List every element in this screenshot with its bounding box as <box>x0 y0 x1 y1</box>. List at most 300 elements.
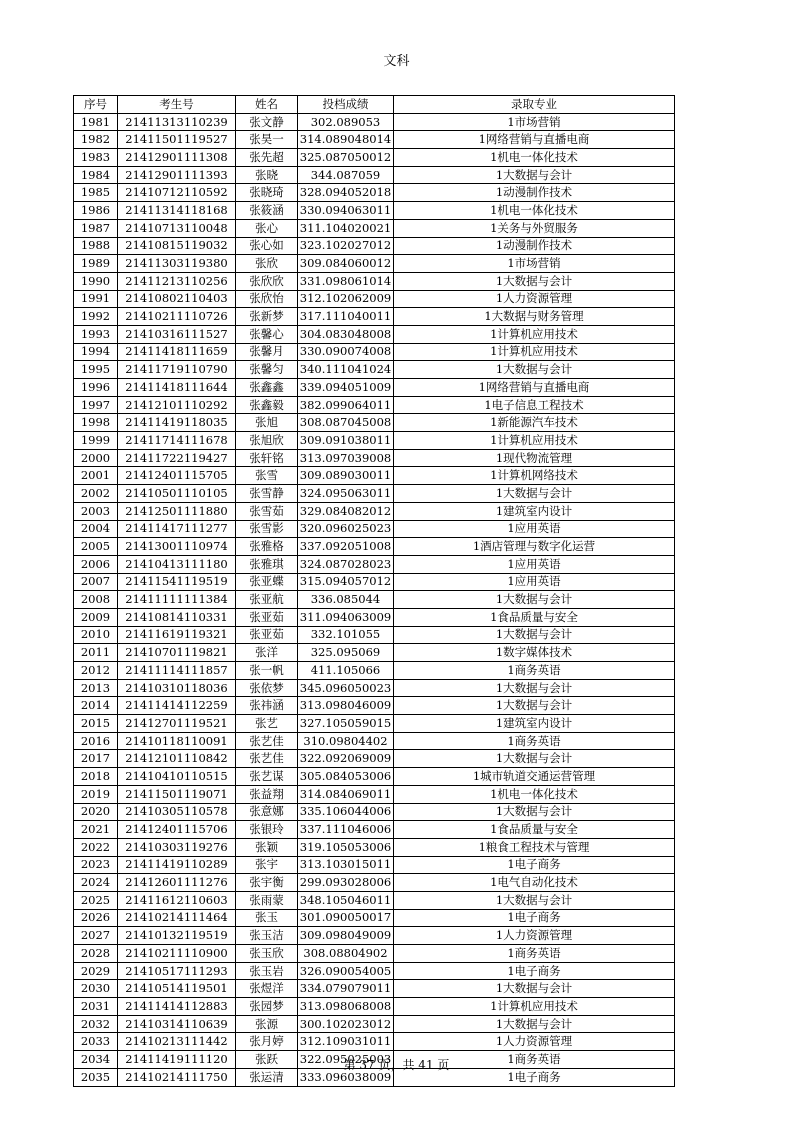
cell-name: 张亚蝶 <box>236 573 298 591</box>
cell-major: 1数字媒体技术 <box>394 644 675 662</box>
table-row <box>74 679 675 697</box>
cell-major: 1商务英语 <box>394 732 675 750</box>
cell-exam-id: 21410132119519 <box>118 927 236 945</box>
cell-name: 张艺佳 <box>236 732 298 750</box>
cell-index: 2007 <box>74 573 118 591</box>
table-row <box>74 768 675 786</box>
cell-score: 322.092069009 <box>298 750 394 768</box>
cell-index: 2010 <box>74 626 118 644</box>
cell-score: 313.098068008 <box>298 998 394 1016</box>
cell-score: 308.08804902 <box>298 945 394 963</box>
cell-name: 张洋 <box>236 644 298 662</box>
cell-score: 322.095025003 <box>298 1051 394 1069</box>
cell-name: 张亚茹 <box>236 626 298 644</box>
cell-index: 2017 <box>74 750 118 768</box>
cell-index: 2028 <box>74 945 118 963</box>
cell-index: 2005 <box>74 538 118 556</box>
cell-name: 张玉岩 <box>236 962 298 980</box>
table-row <box>74 891 675 909</box>
cell-index: 1988 <box>74 237 118 255</box>
cell-major: 1网络营销与直播电商 <box>394 379 675 397</box>
cell-name: 张鑫鑫 <box>236 379 298 397</box>
cell-score: 311.104020021 <box>298 219 394 237</box>
cell-exam-id: 21410310118036 <box>118 679 236 697</box>
table-row <box>74 662 675 680</box>
cell-index: 1986 <box>74 202 118 220</box>
cell-score: 344.087059 <box>298 166 394 184</box>
cell-index: 1985 <box>74 184 118 202</box>
cell-exam-id: 21411419111120 <box>118 1051 236 1069</box>
cell-score: 324.095063011 <box>298 485 394 503</box>
cell-index: 1997 <box>74 396 118 414</box>
cell-major: 1电子商务 <box>394 909 675 927</box>
cell-index: 2006 <box>74 555 118 573</box>
cell-score: 330.090074008 <box>298 343 394 361</box>
cell-major: 1计算机应用技术 <box>394 325 675 343</box>
table-row <box>74 644 675 662</box>
table-row <box>74 396 675 414</box>
cell-index: 2004 <box>74 520 118 538</box>
cell-index: 1989 <box>74 255 118 273</box>
cell-name: 张月婷 <box>236 1033 298 1051</box>
cell-index: 1982 <box>74 131 118 149</box>
cell-exam-id: 21412101110842 <box>118 750 236 768</box>
cell-name: 张馨月 <box>236 343 298 361</box>
cell-major: 1计算机应用技术 <box>394 343 675 361</box>
table-row <box>74 626 675 644</box>
cell-score: 309.084060012 <box>298 255 394 273</box>
cell-exam-id: 21410305110578 <box>118 803 236 821</box>
table-row <box>74 272 675 290</box>
cell-index: 1993 <box>74 325 118 343</box>
cell-exam-id: 21412701119521 <box>118 715 236 733</box>
table-row <box>74 715 675 733</box>
table-row <box>74 555 675 573</box>
cell-major: 1建筑室内设计 <box>394 715 675 733</box>
cell-exam-id: 21411501119071 <box>118 785 236 803</box>
cell-major: 1大数据与财务管理 <box>394 308 675 326</box>
cell-index: 2021 <box>74 821 118 839</box>
cell-exam-id: 21410815119032 <box>118 237 236 255</box>
table-row <box>74 980 675 998</box>
cell-index: 2014 <box>74 697 118 715</box>
cell-index: 2001 <box>74 467 118 485</box>
cell-score: 313.103015011 <box>298 856 394 874</box>
cell-name: 张新梦 <box>236 308 298 326</box>
cell-score: 300.102023012 <box>298 1015 394 1033</box>
cell-major: 1人力资源管理 <box>394 1033 675 1051</box>
cell-name: 张昊一 <box>236 131 298 149</box>
cell-index: 2016 <box>74 732 118 750</box>
cell-exam-id: 21410316111527 <box>118 325 236 343</box>
cell-major: 1建筑室内设计 <box>394 502 675 520</box>
cell-score: 337.092051008 <box>298 538 394 556</box>
cell-major: 1商务英语 <box>394 662 675 680</box>
cell-exam-id: 21412901111308 <box>118 149 236 167</box>
cell-score: 328.094052018 <box>298 184 394 202</box>
table-row <box>74 308 675 326</box>
cell-major: 1机电一体化技术 <box>394 202 675 220</box>
cell-name: 张宇 <box>236 856 298 874</box>
table-row <box>74 1015 675 1033</box>
cell-score: 382.099064011 <box>298 396 394 414</box>
cell-name: 张园梦 <box>236 998 298 1016</box>
cell-score: 411.105066 <box>298 662 394 680</box>
cell-major: 1大数据与会计 <box>394 272 675 290</box>
admission-table <box>73 95 675 1087</box>
cell-exam-id: 21411418111659 <box>118 343 236 361</box>
cell-exam-id: 21410701119821 <box>118 644 236 662</box>
cell-exam-id: 21410211110900 <box>118 945 236 963</box>
column-header-score: 投档成绩 <box>298 96 394 114</box>
cell-score: 305.084053006 <box>298 768 394 786</box>
table-row <box>74 1033 675 1051</box>
cell-index: 1987 <box>74 219 118 237</box>
cell-name: 张亚航 <box>236 591 298 609</box>
table-row <box>74 113 675 131</box>
table-row <box>74 361 675 379</box>
table-row <box>74 485 675 503</box>
cell-name: 张煜洋 <box>236 980 298 998</box>
cell-name: 张欣 <box>236 255 298 273</box>
cell-index: 1994 <box>74 343 118 361</box>
cell-score: 334.079079011 <box>298 980 394 998</box>
cell-exam-id: 21410413111180 <box>118 555 236 573</box>
cell-name: 张亚茹 <box>236 608 298 626</box>
cell-major: 1关务与外贸服务 <box>394 219 675 237</box>
cell-name: 张文静 <box>236 113 298 131</box>
cell-exam-id: 21411303119380 <box>118 255 236 273</box>
cell-score: 332.101055 <box>298 626 394 644</box>
cell-exam-id: 21411111111384 <box>118 591 236 609</box>
column-header-name: 姓名 <box>236 96 298 114</box>
cell-score: 310.09804402 <box>298 732 394 750</box>
table-row <box>74 821 675 839</box>
cell-index: 1998 <box>74 414 118 432</box>
cell-exam-id: 21410802110403 <box>118 290 236 308</box>
cell-index: 1981 <box>74 113 118 131</box>
cell-major: 1应用英语 <box>394 555 675 573</box>
table-row <box>74 219 675 237</box>
cell-exam-id: 21410814110331 <box>118 608 236 626</box>
table-row <box>74 538 675 556</box>
cell-major: 1计算机应用技术 <box>394 998 675 1016</box>
cell-index: 2020 <box>74 803 118 821</box>
cell-exam-id: 21412901111393 <box>118 166 236 184</box>
cell-major: 1大数据与会计 <box>394 485 675 503</box>
cell-exam-id: 21411418111644 <box>118 379 236 397</box>
table-row <box>74 962 675 980</box>
cell-name: 张意娜 <box>236 803 298 821</box>
cell-exam-id: 21410501110105 <box>118 485 236 503</box>
table-row <box>74 237 675 255</box>
cell-index: 1984 <box>74 166 118 184</box>
cell-exam-id: 21412401115706 <box>118 821 236 839</box>
cell-major: 1大数据与会计 <box>394 750 675 768</box>
table-row <box>74 998 675 1016</box>
cell-major: 1商务英语 <box>394 1051 675 1069</box>
cell-name: 张雪茹 <box>236 502 298 520</box>
table-row <box>74 449 675 467</box>
cell-index: 1995 <box>74 361 118 379</box>
cell-name: 张雪影 <box>236 520 298 538</box>
cell-exam-id: 21411419118035 <box>118 414 236 432</box>
table-row <box>74 909 675 927</box>
cell-major: 1大数据与会计 <box>394 1015 675 1033</box>
cell-index: 2031 <box>74 998 118 1016</box>
cell-major: 1粮食工程技术与管理 <box>394 838 675 856</box>
table-row <box>74 414 675 432</box>
cell-exam-id: 21413001110974 <box>118 538 236 556</box>
table-row <box>74 591 675 609</box>
table-body <box>74 113 675 1086</box>
cell-score: 323.102027012 <box>298 237 394 255</box>
cell-exam-id: 21412501111880 <box>118 502 236 520</box>
cell-name: 张旭欣 <box>236 432 298 450</box>
table-row <box>74 343 675 361</box>
cell-name: 张银玲 <box>236 821 298 839</box>
cell-major: 1网络营销与直播电商 <box>394 131 675 149</box>
cell-index: 1990 <box>74 272 118 290</box>
cell-score: 309.089030011 <box>298 467 394 485</box>
page-footer: 第 37 页，共 41 页 <box>343 1058 450 1072</box>
cell-major: 1酒店管理与数字化运营 <box>394 538 675 556</box>
cell-name: 张玉洁 <box>236 927 298 945</box>
cell-index: 2024 <box>74 874 118 892</box>
cell-score: 326.090054005 <box>298 962 394 980</box>
cell-exam-id: 21411114111857 <box>118 662 236 680</box>
cell-index: 2025 <box>74 891 118 909</box>
cell-score: 312.109031011 <box>298 1033 394 1051</box>
cell-major: 1动漫制作技术 <box>394 237 675 255</box>
cell-index: 2035 <box>74 1068 118 1086</box>
table-row <box>74 290 675 308</box>
page-title: 文科 <box>383 54 410 69</box>
cell-index: 2009 <box>74 608 118 626</box>
cell-index: 1991 <box>74 290 118 308</box>
cell-name: 张运清 <box>236 1068 298 1086</box>
cell-score: 337.111046006 <box>298 821 394 839</box>
cell-name: 张雅格 <box>236 538 298 556</box>
table-row <box>74 945 675 963</box>
table-row <box>74 184 675 202</box>
cell-name: 张跃 <box>236 1051 298 1069</box>
cell-name: 张晓 <box>236 166 298 184</box>
cell-exam-id: 21410712110592 <box>118 184 236 202</box>
table-header-row <box>74 96 675 114</box>
cell-exam-id: 21410713110048 <box>118 219 236 237</box>
cell-score: 309.098049009 <box>298 927 394 945</box>
table-row <box>74 520 675 538</box>
cell-index: 2029 <box>74 962 118 980</box>
cell-name: 张颖 <box>236 838 298 856</box>
cell-index: 2018 <box>74 768 118 786</box>
cell-score: 333.096038009 <box>298 1068 394 1086</box>
cell-exam-id: 21411213110256 <box>118 272 236 290</box>
table-row <box>74 131 675 149</box>
cell-major: 1食品质量与安全 <box>394 821 675 839</box>
cell-exam-id: 21411419110289 <box>118 856 236 874</box>
cell-name: 张雅琪 <box>236 555 298 573</box>
cell-major: 1新能源汽车技术 <box>394 414 675 432</box>
cell-exam-id: 21411414112883 <box>118 998 236 1016</box>
table-row <box>74 573 675 591</box>
cell-exam-id: 21411541119519 <box>118 573 236 591</box>
cell-major: 1电子商务 <box>394 1068 675 1086</box>
column-header-major: 录取专业 <box>394 96 675 114</box>
cell-name: 张旭 <box>236 414 298 432</box>
table-row <box>74 149 675 167</box>
cell-score: 317.111040011 <box>298 308 394 326</box>
cell-major: 1机电一体化技术 <box>394 149 675 167</box>
cell-index: 1992 <box>74 308 118 326</box>
cell-exam-id: 21410214111750 <box>118 1068 236 1086</box>
cell-index: 2022 <box>74 838 118 856</box>
cell-index: 2027 <box>74 927 118 945</box>
cell-exam-id: 21411612110603 <box>118 891 236 909</box>
cell-name: 张艺 <box>236 715 298 733</box>
cell-score: 336.085044 <box>298 591 394 609</box>
cell-major: 1大数据与会计 <box>394 626 675 644</box>
cell-index: 2034 <box>74 1051 118 1069</box>
cell-exam-id: 21410118110091 <box>118 732 236 750</box>
cell-index: 2023 <box>74 856 118 874</box>
cell-name: 张晓琦 <box>236 184 298 202</box>
table-row <box>74 379 675 397</box>
cell-major: 1市场营销 <box>394 113 675 131</box>
cell-index: 2013 <box>74 679 118 697</box>
cell-score: 331.098061014 <box>298 272 394 290</box>
table-row <box>74 856 675 874</box>
table-row <box>74 927 675 945</box>
table-row <box>74 255 675 273</box>
cell-name: 张轩铭 <box>236 449 298 467</box>
cell-score: 320.096025023 <box>298 520 394 538</box>
cell-major: 1计算机网络技术 <box>394 467 675 485</box>
table-row <box>74 202 675 220</box>
cell-name: 张宇衡 <box>236 874 298 892</box>
cell-exam-id: 21411314118168 <box>118 202 236 220</box>
cell-major: 1大数据与会计 <box>394 361 675 379</box>
cell-score: 325.095069 <box>298 644 394 662</box>
table-row <box>74 732 675 750</box>
table-row <box>74 874 675 892</box>
cell-exam-id: 21411714111678 <box>118 432 236 450</box>
column-header-exam-id: 考生号 <box>118 96 236 114</box>
table-row <box>74 838 675 856</box>
cell-score: 345.096050023 <box>298 679 394 697</box>
cell-score: 339.094051009 <box>298 379 394 397</box>
cell-index: 2012 <box>74 662 118 680</box>
cell-name: 张馨心 <box>236 325 298 343</box>
cell-exam-id: 21412101110292 <box>118 396 236 414</box>
cell-name: 张一帆 <box>236 662 298 680</box>
cell-exam-id: 21410211110726 <box>118 308 236 326</box>
cell-score: 330.094063011 <box>298 202 394 220</box>
table-row <box>74 608 675 626</box>
cell-major: 1大数据与会计 <box>394 803 675 821</box>
cell-major: 1人力资源管理 <box>394 927 675 945</box>
cell-major: 1人力资源管理 <box>394 290 675 308</box>
cell-exam-id: 21410214111464 <box>118 909 236 927</box>
cell-name: 张雪 <box>236 467 298 485</box>
cell-score: 329.084082012 <box>298 502 394 520</box>
column-header-index: 序号 <box>74 96 118 114</box>
cell-index: 2002 <box>74 485 118 503</box>
cell-major: 1电气自动化技术 <box>394 874 675 892</box>
cell-exam-id: 21411719110790 <box>118 361 236 379</box>
cell-index: 2003 <box>74 502 118 520</box>
cell-score: 348.105046011 <box>298 891 394 909</box>
cell-score: 311.094063009 <box>298 608 394 626</box>
cell-name: 张玉欣 <box>236 945 298 963</box>
cell-score: 299.093028006 <box>298 874 394 892</box>
cell-major: 1现代物流管理 <box>394 449 675 467</box>
cell-score: 309.091038011 <box>298 432 394 450</box>
cell-major: 1大数据与会计 <box>394 697 675 715</box>
cell-major: 1大数据与会计 <box>394 166 675 184</box>
cell-name: 张雪静 <box>236 485 298 503</box>
cell-name: 张艺佳 <box>236 750 298 768</box>
cell-score: 340.111041024 <box>298 361 394 379</box>
cell-exam-id: 21410410110515 <box>118 768 236 786</box>
cell-name: 张欣欣 <box>236 272 298 290</box>
cell-exam-id: 21410314110639 <box>118 1015 236 1033</box>
cell-score: 308.087045008 <box>298 414 394 432</box>
cell-exam-id: 21411722119427 <box>118 449 236 467</box>
cell-exam-id: 21412401115705 <box>118 467 236 485</box>
table-row <box>74 750 675 768</box>
cell-index: 2011 <box>74 644 118 662</box>
cell-score: 335.106044006 <box>298 803 394 821</box>
table-row <box>74 785 675 803</box>
cell-name: 张心如 <box>236 237 298 255</box>
cell-exam-id: 21411417111277 <box>118 520 236 538</box>
cell-index: 2019 <box>74 785 118 803</box>
cell-index: 2033 <box>74 1033 118 1051</box>
cell-name: 张欣怡 <box>236 290 298 308</box>
cell-major: 1城市轨道交通运营管理 <box>394 768 675 786</box>
cell-index: 1983 <box>74 149 118 167</box>
cell-name: 张祎涵 <box>236 697 298 715</box>
cell-name: 张艺谋 <box>236 768 298 786</box>
cell-exam-id: 21410213111442 <box>118 1033 236 1051</box>
cell-major: 1食品质量与安全 <box>394 608 675 626</box>
cell-exam-id: 21410517111293 <box>118 962 236 980</box>
cell-name: 张心 <box>236 219 298 237</box>
cell-index: 2008 <box>74 591 118 609</box>
cell-score: 325.087050012 <box>298 149 394 167</box>
table-row <box>74 697 675 715</box>
cell-name: 张筱涵 <box>236 202 298 220</box>
cell-exam-id: 21411313110239 <box>118 113 236 131</box>
cell-score: 315.094057012 <box>298 573 394 591</box>
table-row <box>74 467 675 485</box>
cell-name: 张玉 <box>236 909 298 927</box>
cell-score: 313.098046009 <box>298 697 394 715</box>
cell-major: 1大数据与会计 <box>394 591 675 609</box>
cell-index: 2015 <box>74 715 118 733</box>
cell-index: 1996 <box>74 379 118 397</box>
cell-major: 1电子信息工程技术 <box>394 396 675 414</box>
cell-name: 张益翔 <box>236 785 298 803</box>
cell-score: 327.105059015 <box>298 715 394 733</box>
cell-name: 张先超 <box>236 149 298 167</box>
cell-score: 312.102062009 <box>298 290 394 308</box>
cell-name: 张鑫毅 <box>236 396 298 414</box>
cell-major: 1机电一体化技术 <box>394 785 675 803</box>
table-row <box>74 502 675 520</box>
